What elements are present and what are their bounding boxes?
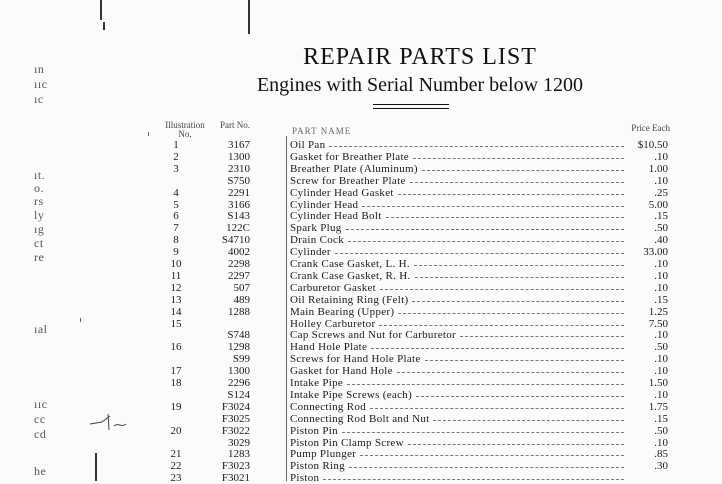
scan-mark (103, 22, 105, 30)
table-row (0, 425, 722, 437)
table-row (0, 448, 722, 460)
table-row (0, 329, 722, 341)
price-each: .10 (654, 281, 668, 294)
part-number: F3024 (221, 400, 250, 413)
part-name: Gasket for Breather Plate (290, 150, 409, 163)
part-name: Piston Pin Clamp Screw (290, 436, 404, 449)
column-header-part-name: PART NAME (292, 126, 352, 136)
table-row (0, 210, 722, 222)
part-number: 2291 (228, 186, 250, 199)
price-each: 1.75 (648, 400, 668, 413)
part-number: F3023 (221, 460, 250, 473)
illustration-number: 18 (170, 377, 182, 389)
price-each: .10 (654, 329, 668, 342)
leader-dots (386, 217, 624, 218)
margin-fragment: ıc (34, 92, 44, 106)
table-row (0, 377, 722, 389)
leader-dots (379, 325, 624, 326)
column-header-price-each: Price Each (631, 123, 670, 133)
margin-fragment: ıal (34, 322, 48, 336)
leader-dots (413, 158, 624, 159)
leader-dots (362, 206, 624, 207)
leader-dots (433, 420, 624, 421)
leader-dots (323, 479, 624, 480)
part-name: Breather Plate (Aluminum) (290, 162, 418, 175)
illustration-number: 10 (170, 258, 182, 270)
part-number: S143 (227, 210, 250, 223)
part-name: Oil Pan (290, 139, 326, 151)
price-each: .10 (654, 365, 668, 378)
leader-dots (425, 360, 624, 361)
price-each: .10 (654, 353, 668, 366)
price-each: 1.50 (648, 377, 668, 389)
table-row (0, 175, 722, 187)
illustration-number: 6 (173, 210, 179, 223)
price-each: 1.00 (648, 162, 668, 175)
part-name: Main Bearing (Upper) (290, 305, 395, 318)
part-name: Crank Case Gasket, L. H. (290, 258, 410, 270)
part-name: Pump Plunger (290, 448, 357, 461)
part-number: S4710 (221, 234, 250, 247)
price-each: 7.50 (648, 317, 668, 330)
part-number: 122C (226, 222, 250, 235)
margin-fragment: o. (34, 181, 44, 195)
table-row (0, 187, 722, 199)
part-name: Intake Pipe (290, 377, 344, 389)
table-row (0, 234, 722, 246)
price-each: .50 (654, 424, 668, 437)
table-row (0, 151, 722, 163)
price-each: 1.25 (648, 305, 668, 318)
leader-dots (349, 467, 624, 468)
illustration-number: 8 (173, 234, 179, 247)
margin-fragment: he (34, 464, 47, 478)
table-row (0, 163, 722, 175)
illustration-number: 2 (173, 150, 179, 163)
scan-mark (148, 132, 149, 136)
leader-dots (335, 253, 624, 254)
part-name: Crank Case Gasket, R. H. (290, 269, 411, 282)
table-row (0, 365, 722, 377)
leader-dots (422, 170, 624, 171)
scan-mark (100, 0, 102, 20)
part-number: F3021 (221, 472, 250, 484)
margin-fragment: ly (34, 208, 45, 222)
part-number: 4002 (228, 246, 250, 259)
part-name: Cylinder (290, 246, 331, 259)
illustration-number: 9 (173, 246, 179, 259)
part-number: 3166 (228, 198, 250, 211)
part-number: S750 (227, 174, 250, 187)
price-each: 5.00 (648, 198, 668, 211)
leader-dots (397, 372, 624, 373)
part-name: Spark Plug (290, 222, 342, 235)
illustration-number: 17 (170, 365, 182, 378)
part-number: 1288 (228, 305, 250, 318)
part-number: S124 (227, 388, 250, 401)
leader-dots (414, 265, 624, 266)
part-name: Hand Hole Plate (290, 341, 368, 354)
table-row (0, 246, 722, 258)
illustration-number: 21 (170, 448, 182, 461)
part-name: Connecting Rod Bolt and Nut (290, 412, 430, 425)
leader-dots (398, 194, 624, 195)
price-each: .15 (654, 210, 668, 223)
leader-dots (329, 146, 624, 147)
price-each: $10.50 (637, 139, 668, 151)
part-name: Gasket for Hand Hole (290, 365, 393, 378)
part-name: Piston Pin (290, 424, 338, 437)
price-each: .50 (654, 341, 668, 354)
price-each: .25 (654, 186, 668, 199)
illustration-number: 22 (170, 460, 182, 473)
part-number: 2298 (228, 258, 250, 270)
leader-dots (410, 182, 624, 183)
part-number: 1300 (228, 150, 250, 163)
table-row (0, 258, 722, 270)
leader-dots (370, 408, 624, 409)
price-each: .10 (654, 150, 668, 163)
part-number: 3029 (228, 436, 250, 449)
part-number: S99 (232, 353, 250, 366)
price-each: .10 (654, 436, 668, 449)
table-row (0, 460, 722, 472)
illustration-number: 11 (170, 269, 182, 282)
illustration-number: 16 (170, 341, 182, 354)
part-number: 507 (233, 281, 250, 294)
leader-dots (371, 348, 624, 349)
part-number: 3167 (228, 139, 250, 151)
margin-fragment: ıt. (34, 168, 46, 182)
title-rule (373, 104, 449, 105)
part-name: Piston (290, 472, 320, 484)
leader-dots (412, 301, 624, 302)
part-name: Drain Cock (290, 234, 345, 247)
leader-dots (460, 336, 624, 337)
leader-dots (380, 289, 624, 290)
margin-fragment: ıg (34, 222, 45, 236)
illustration-number: 12 (170, 281, 182, 294)
part-name: Cylinder Head Bolt (290, 210, 382, 223)
part-number: 1300 (228, 365, 250, 378)
price-each: .10 (654, 388, 668, 401)
part-number: S748 (227, 329, 250, 342)
price-each: .50 (654, 222, 668, 235)
illustration-number: 23 (170, 472, 182, 484)
part-name: Carburetor Gasket (290, 281, 377, 294)
part-name: Cylinder Head Gasket (290, 186, 394, 199)
price-each: .40 (654, 234, 668, 247)
table-row (0, 306, 722, 318)
price-each: .10 (654, 174, 668, 187)
margin-fragment: ın (34, 62, 45, 76)
table-row (0, 294, 722, 306)
part-name: Connecting Rod (290, 400, 367, 413)
illustration-number: 19 (170, 400, 182, 413)
illustration-number: 3 (173, 162, 179, 175)
margin-fragment: ııc (34, 77, 48, 91)
leader-dots (346, 229, 624, 230)
part-number: 2296 (228, 377, 250, 389)
leader-dots (348, 241, 624, 242)
table-row (0, 199, 722, 211)
illustration-number: 4 (173, 186, 179, 199)
illustration-number: 1 (173, 139, 179, 151)
illustration-number: 20 (170, 424, 182, 437)
margin-fragment: cc (34, 412, 46, 426)
leader-dots (398, 313, 624, 314)
price-each: .30 (654, 460, 668, 473)
page-title: REPAIR PARTS LIST (303, 44, 537, 70)
leader-dots (415, 277, 624, 278)
scan-mark (248, 0, 250, 34)
part-name: Screw for Breather Plate (290, 174, 406, 187)
leader-dots (416, 396, 624, 397)
table-row (0, 389, 722, 401)
column-header-part-no: Part No. (220, 120, 250, 130)
column-header-illustration-no: Illustration No. (165, 120, 205, 139)
illustration-number: 5 (173, 198, 179, 211)
table-row (0, 353, 722, 365)
leader-dots (360, 455, 624, 456)
margin-fragment: cd (34, 427, 47, 441)
title-rule (373, 108, 449, 109)
price-each: .15 (654, 293, 668, 306)
table-row (0, 437, 722, 449)
part-number: 2297 (228, 269, 250, 282)
price-each: 33.00 (643, 246, 668, 259)
table-row (0, 472, 722, 484)
part-number: F3022 (221, 424, 250, 437)
table-row (0, 401, 722, 413)
part-name: Cap Screws and Nut for Carburetor (290, 329, 456, 342)
illustration-number: 7 (173, 222, 179, 235)
part-name: Oil Retaining Ring (Felt) (290, 293, 409, 306)
part-number: F3025 (221, 412, 250, 425)
part-name: Intake Pipe Screws (each) (290, 388, 413, 401)
margin-fragment: ct (34, 236, 44, 250)
table-row (0, 222, 722, 234)
part-number: 2310 (228, 162, 250, 175)
table-row (0, 282, 722, 294)
price-each: .10 (654, 258, 668, 270)
price-each: .10 (654, 269, 668, 282)
part-number: 489 (233, 293, 250, 306)
leader-dots (347, 384, 624, 385)
part-number: 1283 (228, 448, 250, 461)
margin-fragment: ııc (34, 397, 48, 411)
table-row (0, 341, 722, 353)
part-name: Holley Carburetor (290, 317, 376, 330)
illustration-number: 13 (170, 293, 182, 306)
table-row (0, 318, 722, 330)
page-subtitle: Engines with Serial Number below 1200 (256, 74, 584, 96)
part-name: Cylinder Head (290, 198, 359, 211)
leader-dots (342, 432, 624, 433)
price-each: .85 (654, 448, 668, 461)
part-number: 1298 (228, 341, 250, 354)
price-each: .15 (654, 412, 668, 425)
table-row (0, 139, 722, 151)
part-name: Piston Ring (290, 460, 345, 473)
margin-fragment: rs (34, 194, 44, 208)
table-row (0, 413, 722, 425)
part-name: Screws for Hand Hole Plate (290, 353, 421, 366)
leader-dots (408, 444, 624, 445)
table-row (0, 270, 722, 282)
margin-fragment: re (34, 250, 45, 264)
illustration-number: 15 (170, 317, 182, 330)
illustration-number: 14 (170, 305, 182, 318)
